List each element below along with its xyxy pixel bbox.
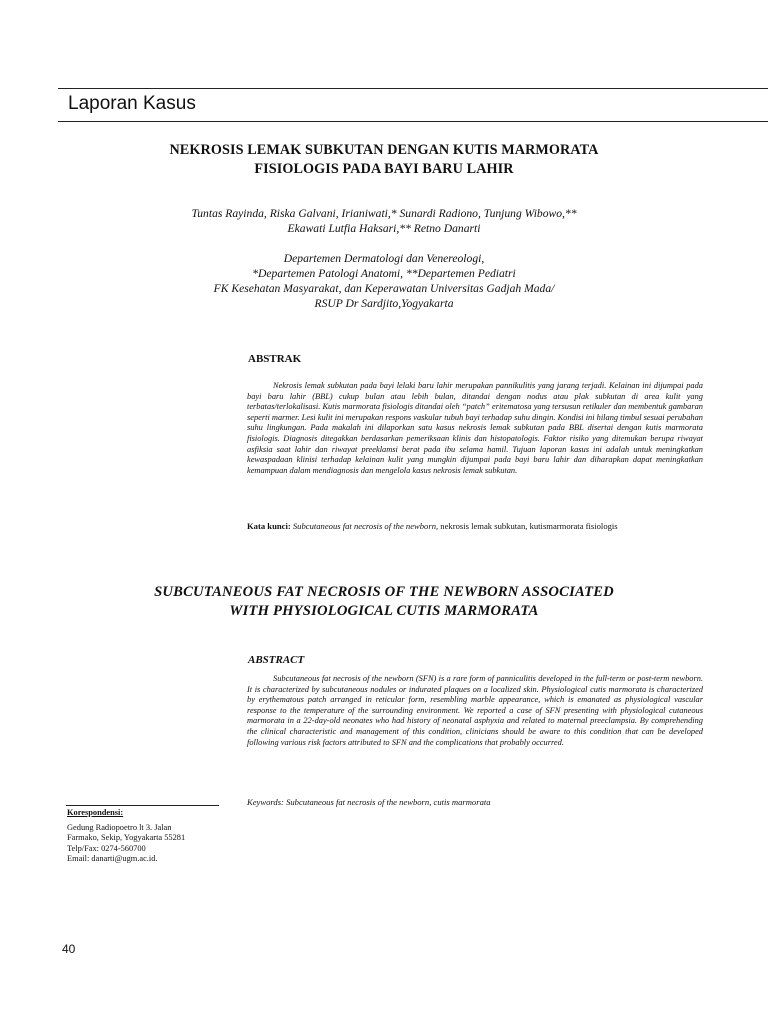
title-id-line-2: FISIOLOGIS PADA BAYI BARU LAHIR — [254, 161, 514, 177]
article-title-id — [0, 141, 768, 179]
top-rule — [58, 88, 768, 89]
kata-kunci: Kata kunci: Subcutaneous fat necrosis of the newborn, nekrosis lemak subkutan, kutismarmorata fisiologis — [247, 521, 618, 531]
correspondence-rule — [66, 805, 219, 806]
correspondence-email: Email: danarti@ugm.ac.id. — [67, 854, 158, 864]
kata-kunci-italic: Subcutaneous fat necrosis of the newborn, — [292, 521, 439, 531]
affiliation-line-1: Departemen Dermatologi dan Venereologi, — [283, 252, 485, 265]
affiliation-line-4: RSUP Dr Sardjito,Yogyakarta — [314, 297, 454, 310]
correspondence-line-1: Gedung Radiopoetro lt 3. Jalan — [67, 822, 172, 832]
title-en-line-2: WITH PHYSIOLOGICAL CUTIS MARMORATA — [229, 603, 539, 619]
affiliations — [0, 251, 768, 311]
keywords-en: Keywords: Subcutaneous fat necrosis of the newborn, cutis marmorata — [247, 797, 491, 807]
correspondence-label: Korespondensi: — [67, 808, 124, 817]
affiliation-line-3: FK Kesehatan Masyarakat, dan Keperawatan Universitas Gadjah Mada/ — [213, 282, 555, 295]
correspondence-line-3: Telp/Fax: 0274-560700 — [67, 843, 146, 853]
correspondence-line-2: Farmako, Sekip, Yogyakarta 55281 — [67, 833, 186, 843]
author-list — [0, 206, 768, 236]
abstract-paragraph: Subcutaneous fat necrosis of the newborn (SFN) is a rare form of panniculitis developed in the full-term or post-term newborn. It is characterized by subcutaneous nodules or indurated plaques on a localized skin. Physiological cutis marmorata is characterized by erythematous patch arranged in reticular form, resembling marble appearance, which is emanated as physiological vascular response to the temperature of the surrounding environment. We reported a case of SFN presenting with physiological cutaneous marmorata in a 22-day-old neonates who had history of neonatal asphyxia and related to maternal preeclampsia. By comprehending the clinical characteristic and management of this condition, clinicians should be aware to this condition that can be developed following various risk factors attributed to SFN and the complications that probably occurred. — [247, 674, 703, 747]
page-number: 40 — [62, 942, 76, 956]
author-line-2: Ekawati Lutfia Haksari,** Retno Danarti — [287, 222, 481, 235]
author-line-1: Tuntas Rayinda, Riska Galvani, Irianiwati,* Sunardi Radiono, Tunjung Wibowo,** — [191, 207, 577, 220]
kata-kunci-label: Kata kunci — [247, 521, 288, 531]
kata-kunci-rest: nekrosis lemak subkutan, kutismarmorata fisiologis — [438, 521, 618, 531]
abstract-heading: ABSTRACT — [248, 654, 305, 666]
abstrak-paragraph: Nekrosis lemak subkutan pada bayi lelaki baru lahir merupakan pannikulitis yang jarang terjadi. Kelainan ini dijumpai pada bayi baru lahir (BBL) cukup bulan atau lebih bulan, ditandai dengan nodus atau plak subkutan di area kulit yang terbatas/terlokalisasi. Kutis marmorata fisiologis ditandai oleh “patch” eritematosa yang tersusun retikuler dan membentuk gambaran seperti marmer. Lesi kulit ini merupakan respons vaskular tubuh bayi terhadap suhu dingin. Kondisi ini hilang timbul sesuai perubahan suhu lingkungan. Pada makalah ini dilaporkan satu kasus nekrosis lemak subkutan pada BBL disertai dengan kutis marmorata fisiologis. Diagnosis ditegakkan berdasarkan pemeriksaan klinis dan histopatologis. Faktor risiko yang ditemukan berupa riwayat asfiksia saat lahir dan riwayat preeklamsi berat pada ibu selama hamil. Tujuan laporan kasus ini adalah untuk meningkatkan kewaspadaan klinisi terhadap kelainan kulit yang mungkin dijumpai pada bayi baru lahir dan diharapkan dapat meningkatkan kemampuan dalam mendiagnosis dan mengelola kasus nekrosis lemak subkutan. — [247, 381, 703, 475]
affiliation-line-2: *Departemen Patologi Anatomi, **Departemen Pediatri — [252, 267, 516, 280]
abstract-body — [247, 674, 703, 748]
section-rule — [58, 121, 768, 122]
title-en-line-1: SUBCUTANEOUS FAT NECROSIS OF THE NEWBORN ASSOCIATED — [154, 584, 614, 600]
title-id-line-1: NEKROSIS LEMAK SUBKUTAN DENGAN KUTIS MARMORATA — [169, 142, 599, 158]
abstrak-body — [247, 381, 703, 476]
abstrak-heading: ABSTRAK — [248, 353, 302, 365]
article-title-en — [0, 583, 768, 621]
section-label: Laporan Kasus — [68, 93, 196, 114]
correspondence-block — [67, 808, 185, 865]
